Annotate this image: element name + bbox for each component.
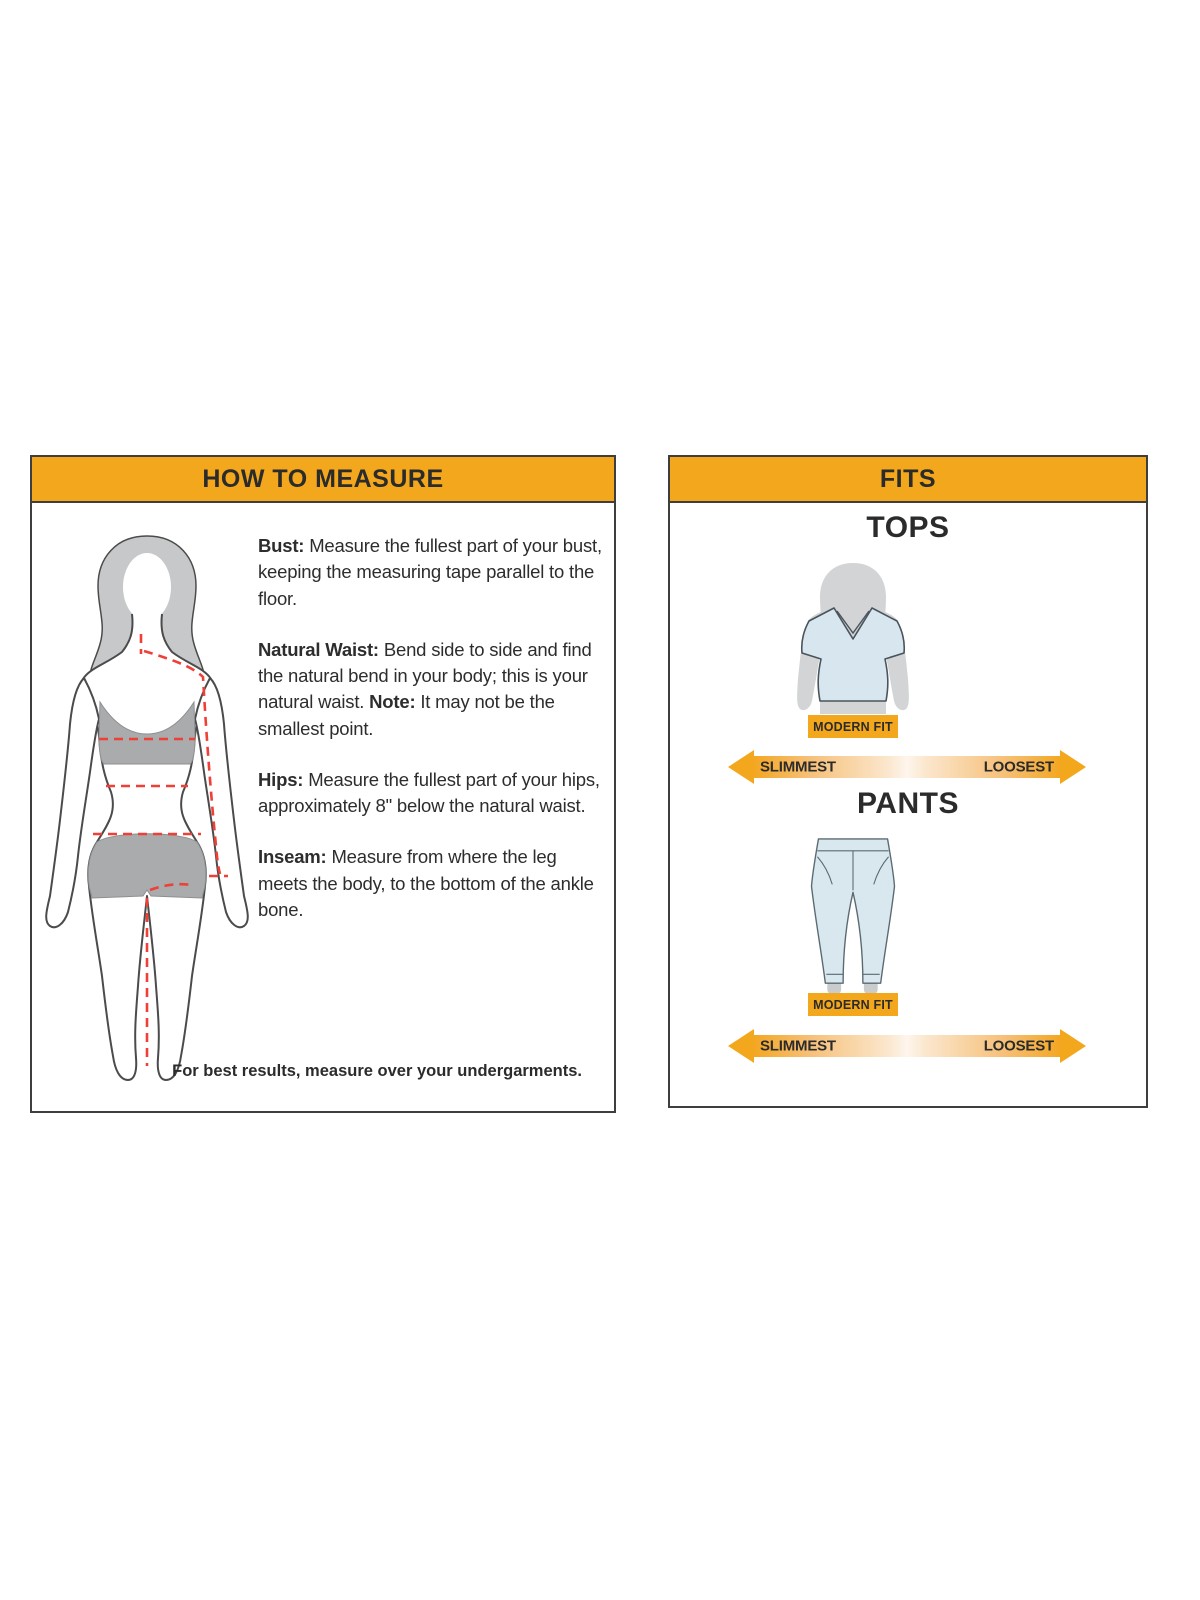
tops-section-heading: TOPS [866,511,950,544]
pants-section-heading: PANTS [857,787,959,820]
pants-illustration [798,835,908,999]
pants-fit-scale-arrow [728,1029,1086,1063]
instruction-text: Measure the fullest part of your hips, approximately 8" below the natural waist. [258,768,600,817]
pants-figure [798,835,908,1004]
instruction-note-term: Note: [369,691,416,713]
pants-fit-badge: MODERN FIT [808,993,898,1016]
instruction-natural-waist [258,637,610,742]
female-body-measurement-illustration [40,523,255,1085]
pants-scale-loosest-label: LOOSEST [983,1037,1054,1055]
measurement-figure [40,523,255,1085]
arrow-right-head-icon [1060,1029,1086,1063]
measure-panel-title: HOW TO MEASURE [32,457,614,503]
instruction-text: Measure the fullest part of your bust, keeping the measuring tape parallel to the floor. [258,535,602,609]
instruction-text: Measure from where the leg meets the body, to the bottom of the ankle bone. [258,846,594,920]
tops-figure [758,559,948,719]
tops-fit-scale-arrow [728,750,1086,784]
vneck-top-illustration [758,559,948,714]
arrow-left-head-icon [728,750,754,784]
how-to-measure-panel [30,455,616,1113]
measure-instructions [258,533,610,948]
arrow-right-head-icon [1060,750,1086,784]
measure-footnote: For best results, measure over your undergarments. [172,1062,582,1080]
fits-panel [668,455,1148,1108]
instruction-term: Inseam: [258,846,327,868]
instruction-text: Bend side to side and find the natural bend in your body; this is your natural waist. [258,638,592,713]
shorts-shape [88,834,205,898]
instruction-hips [258,767,610,820]
face-shape [123,553,171,621]
instruction-inseam [258,844,610,923]
instruction-text: It may not be the smallest point. [258,691,555,739]
instruction-term: Hips: [258,768,304,790]
tops-scale-loosest-label: LOOSEST [983,758,1054,776]
tops-scale-slimmest-label: SLIMMEST [760,758,836,776]
instruction-term: Natural Waist: [258,638,379,660]
fits-panel-title: FITS [670,457,1146,503]
arrow-left-head-icon [728,1029,754,1063]
instruction-bust [258,533,610,612]
tops-fit-badge: MODERN FIT [808,715,898,738]
instruction-term: Bust: [258,535,305,556]
pants-scale-slimmest-label: SLIMMEST [760,1037,836,1055]
